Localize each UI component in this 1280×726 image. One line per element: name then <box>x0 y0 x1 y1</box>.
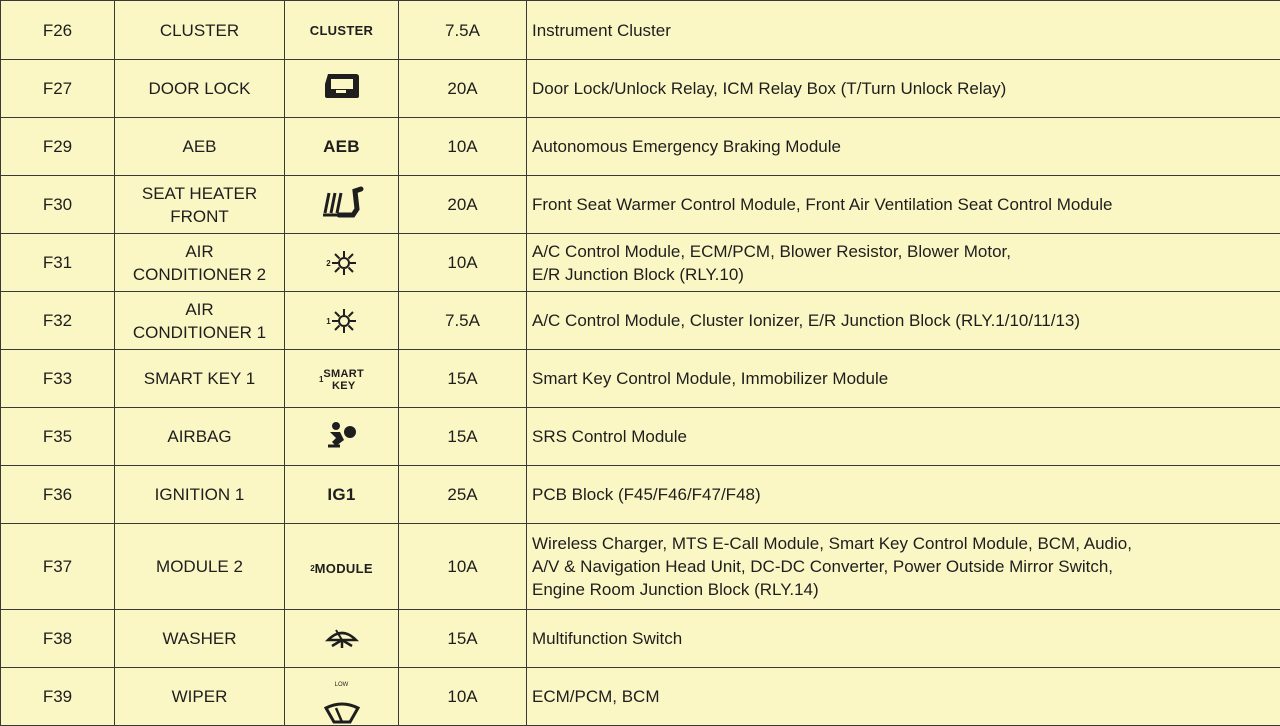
fuse-description <box>527 118 1280 176</box>
table-row <box>1 1 1280 60</box>
fuse-description <box>527 610 1280 668</box>
fuse-description <box>527 292 1280 350</box>
icon-text-line: KEY <box>332 380 356 392</box>
description-line: E/R Junction Block (RLY.10) <box>532 263 1276 286</box>
fuse-name <box>115 408 285 466</box>
fuse-number: F37 <box>1 524 115 610</box>
fuse-name-line: AIR <box>119 298 280 321</box>
fuse-description <box>527 1 1280 60</box>
fuse-rating: 10A <box>399 524 527 610</box>
fuse-number: F31 <box>1 234 115 292</box>
fuse-rating: 7.5A <box>399 1 527 60</box>
symbol-cell <box>285 350 399 408</box>
fuse-description <box>527 60 1280 118</box>
fuse-name <box>115 176 285 234</box>
symbol-cell <box>285 668 399 726</box>
fuse-name <box>115 118 285 176</box>
door-lock-icon <box>322 72 362 100</box>
icon-superscript: 1 <box>319 368 323 391</box>
symbol-cell <box>285 610 399 668</box>
seat-heater-icon <box>319 185 365 219</box>
fuse-name <box>115 1 285 60</box>
fuse-description <box>527 176 1280 234</box>
fuse-name-line: AIRBAG <box>119 425 280 448</box>
fuse-name-line: FRONT <box>119 205 280 228</box>
symbol-cell <box>285 524 399 610</box>
fuse-description <box>527 466 1280 524</box>
description-line: Smart Key Control Module, Immobilizer Module <box>532 367 1276 390</box>
icon-superscript: LOW <box>335 674 349 697</box>
table-row <box>1 176 1280 234</box>
fuse-rating: 10A <box>399 118 527 176</box>
table-row <box>1 524 1280 610</box>
table-row <box>1 292 1280 350</box>
fuse-description <box>527 408 1280 466</box>
fuse-name-line: DOOR LOCK <box>119 77 280 100</box>
fuse-name-line: CONDITIONER 1 <box>119 321 280 344</box>
fuse-name <box>115 60 285 118</box>
fuse-table-body <box>1 1 1280 726</box>
description-line: Autonomous Emergency Braking Module <box>532 135 1276 158</box>
fuse-number: F26 <box>1 1 115 60</box>
description-line: A/C Control Module, Cluster Ionizer, E/R Junction Block (RLY.1/10/11/13) <box>532 309 1276 332</box>
description-line: Wireless Charger, MTS E-Call Module, Smart Key Control Module, BCM, Audio, <box>532 532 1276 555</box>
description-line: Front Seat Warmer Control Module, Front Air Ventilation Seat Control Module <box>532 193 1276 216</box>
wiper-icon <box>322 674 362 724</box>
fuse-rating: 20A <box>399 60 527 118</box>
icon-superscript: 2 <box>310 557 314 580</box>
fuse-number: F38 <box>1 610 115 668</box>
icon-superscript: 1 <box>326 310 330 333</box>
fuse-name <box>115 234 285 292</box>
fuse-rating: 25A <box>399 466 527 524</box>
fuse-name-line: CLUSTER <box>119 19 280 42</box>
fuse-name-line: AEB <box>119 135 280 158</box>
icon-text: MODULE <box>315 557 373 580</box>
fuse-rating: 10A <box>399 234 527 292</box>
description-line: ECM/PCM, BCM <box>532 685 1276 708</box>
table-row <box>1 350 1280 408</box>
table-row <box>1 668 1280 726</box>
symbol-cell <box>285 1 399 60</box>
ig1-text-icon <box>327 483 355 506</box>
fuse-name-line: IGNITION 1 <box>119 483 280 506</box>
airbag-icon <box>326 420 358 448</box>
symbol-cell <box>285 292 399 350</box>
symbol-cell <box>285 408 399 466</box>
symbol-cell <box>285 176 399 234</box>
fuse-name-line: WASHER <box>119 627 280 650</box>
fuse-rating: 7.5A <box>399 292 527 350</box>
table-row <box>1 234 1280 292</box>
fuse-name-line: MODULE 2 <box>119 555 280 578</box>
fuse-name <box>115 610 285 668</box>
fuse-name <box>115 466 285 524</box>
fuse-name <box>115 292 285 350</box>
fuse-name-line: SMART KEY 1 <box>119 367 280 390</box>
fuse-name-line: WIPER <box>119 685 280 708</box>
fuse-rating: 15A <box>399 350 527 408</box>
fuse-rating: 10A <box>399 668 527 726</box>
table-row <box>1 610 1280 668</box>
fuse-name <box>115 350 285 408</box>
description-line: A/V & Navigation Head Unit, DC-DC Converter, Power Outside Mirror Switch, <box>532 555 1276 578</box>
icon-text: IG1 <box>327 483 355 506</box>
symbol-cell <box>285 466 399 524</box>
fuse-number: F39 <box>1 668 115 726</box>
fuse-rating: 15A <box>399 408 527 466</box>
icon-text-line: SMART <box>323 368 364 380</box>
fuse-number: F35 <box>1 408 115 466</box>
air-conditioner-icon <box>326 308 356 334</box>
module-text-icon <box>310 557 373 580</box>
fuse-number: F30 <box>1 176 115 234</box>
icon-text: AEB <box>323 135 360 158</box>
fuse-description <box>527 524 1280 610</box>
symbol-cell <box>285 118 399 176</box>
table-row <box>1 408 1280 466</box>
fuse-description <box>527 668 1280 726</box>
fuse-name-line: AIR <box>119 240 280 263</box>
fuse-number: F32 <box>1 292 115 350</box>
description-line: A/C Control Module, ECM/PCM, Blower Resistor, Blower Motor, <box>532 240 1276 263</box>
description-line: Engine Room Junction Block (RLY.14) <box>532 578 1276 601</box>
fuse-number: F33 <box>1 350 115 408</box>
air-conditioner-icon <box>326 250 356 276</box>
fuse-description <box>527 350 1280 408</box>
cluster-text-icon <box>310 19 374 42</box>
smart-key-text-icon <box>319 368 364 392</box>
symbol-cell <box>285 60 399 118</box>
table-row <box>1 118 1280 176</box>
fuse-rating: 20A <box>399 176 527 234</box>
fuse-rating: 15A <box>399 610 527 668</box>
description-line: Instrument Cluster <box>532 19 1276 42</box>
description-line: SRS Control Module <box>532 425 1276 448</box>
aeb-text-icon <box>323 135 360 158</box>
washer-icon <box>324 622 360 650</box>
icon-text: CLUSTER <box>310 19 374 42</box>
table-row <box>1 466 1280 524</box>
symbol-cell <box>285 234 399 292</box>
fuse-name <box>115 668 285 726</box>
fuse-number: F36 <box>1 466 115 524</box>
table-row <box>1 60 1280 118</box>
description-line: Multifunction Switch <box>532 627 1276 650</box>
icon-superscript: 2 <box>326 252 330 275</box>
fuse-number: F29 <box>1 118 115 176</box>
fuse-name <box>115 524 285 610</box>
description-line: Door Lock/Unlock Relay, ICM Relay Box (T/Turn Unlock Relay) <box>532 77 1276 100</box>
fuse-description <box>527 234 1280 292</box>
description-line: PCB Block (F45/F46/F47/F48) <box>532 483 1276 506</box>
fuse-name-line: CONDITIONER 2 <box>119 263 280 286</box>
fuse-name-line: SEAT HEATER <box>119 182 280 205</box>
fuse-number: F27 <box>1 60 115 118</box>
